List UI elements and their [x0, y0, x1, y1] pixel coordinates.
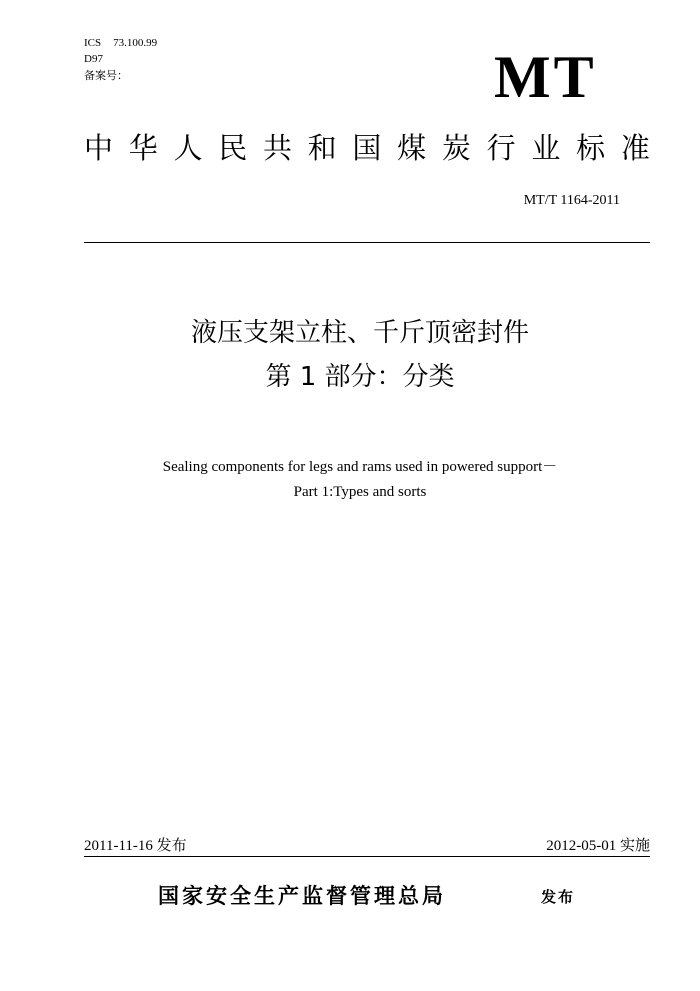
category-char: 标	[576, 131, 606, 165]
ics-label: ICS	[84, 37, 102, 49]
category-char: 人	[173, 131, 203, 165]
document-title-en-line1: Sealing components for legs and rams used in powered support－	[162, 459, 558, 475]
document-title-cn-line2: 第 1 部分：分类	[265, 362, 455, 392]
category-char: 煤	[397, 131, 427, 165]
standard-number: MT/T 1164-2011	[523, 193, 620, 208]
footer-divider	[84, 856, 650, 857]
ics-code: 73.100.99	[113, 37, 158, 49]
issue-date: 2011-11-16 发布	[84, 838, 187, 854]
header-divider	[84, 242, 650, 243]
implementation-date: 2012-05-01 实施	[546, 838, 650, 854]
ics-code-line	[84, 36, 157, 50]
category-char: 行	[486, 131, 516, 165]
category-char: 华	[128, 131, 158, 165]
category-char: 中	[84, 131, 114, 165]
category-char: 业	[531, 131, 561, 165]
category-char: 民	[218, 131, 248, 165]
category-char: 共	[262, 131, 292, 165]
publish-label: 发布	[541, 888, 576, 906]
category-char: 准	[620, 131, 650, 165]
publisher-name: 国家安全生产监督管理总局	[158, 884, 446, 908]
classification-code: D97	[84, 53, 103, 65]
document-title-en-line2: Part 1:Types and sorts	[293, 484, 427, 500]
filing-number-label: 备案号：	[84, 69, 128, 82]
category-char: 国	[352, 131, 382, 165]
category-char: 炭	[441, 131, 471, 165]
document-title-cn-line1: 液压支架立柱、千斤顶密封件	[190, 318, 529, 348]
standard-category-title	[84, 128, 650, 168]
category-char: 和	[307, 131, 337, 165]
mt-logo: MT	[494, 44, 597, 110]
